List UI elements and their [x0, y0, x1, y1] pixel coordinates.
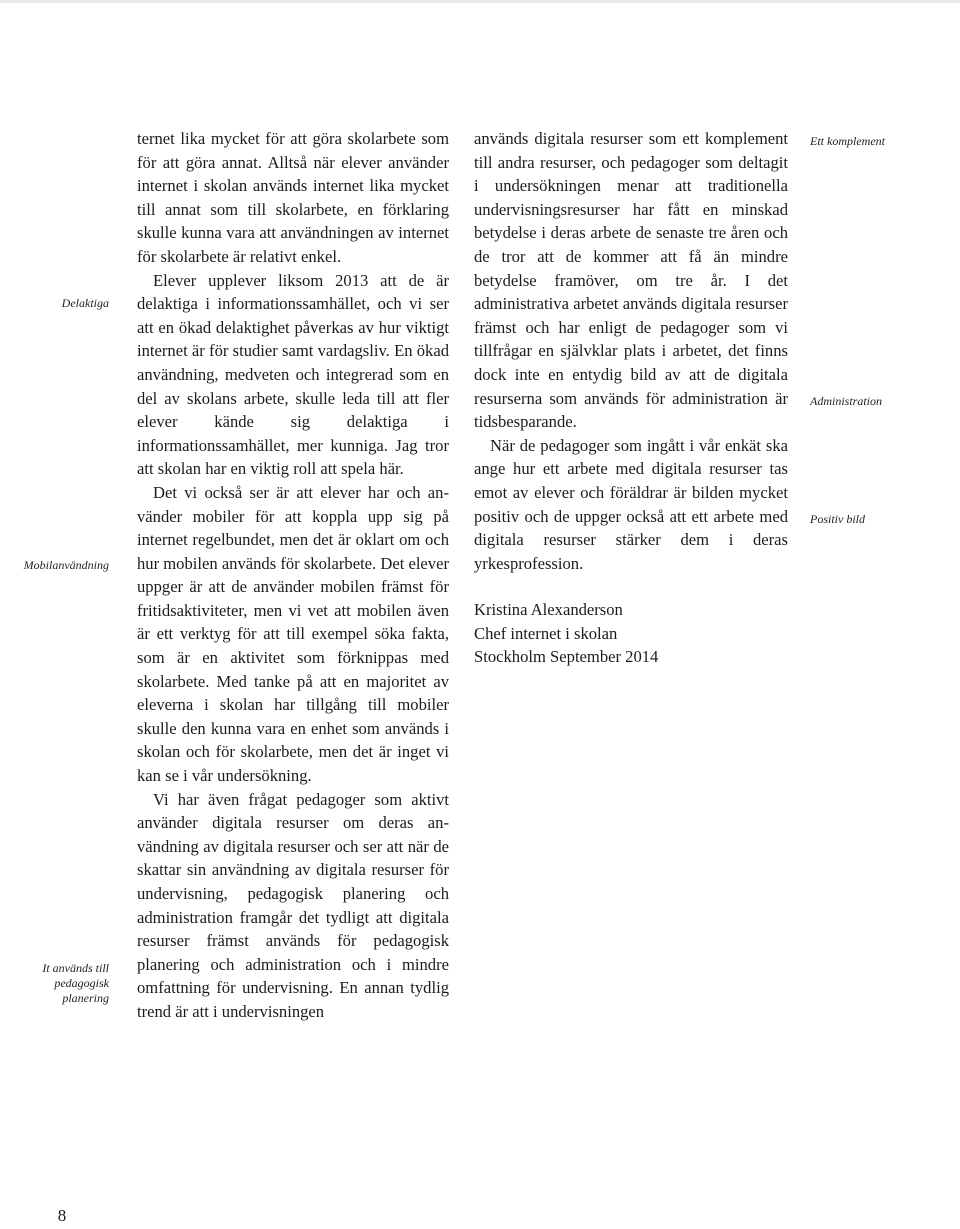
top-rule — [0, 0, 960, 3]
paragraph: ternet lika mycket för att göra skolarbete som för att göra annat. Alltså när elever använder internet i skolan används internet lika mycket till annat som till skolarbete, en förklaring skulle kunna vara att användningen av internet för skolarbete är relativt enkel. — [137, 129, 449, 266]
margin-note-administration: Administration — [810, 394, 883, 408]
paragraph: När de pedagoger som ingått i vår enkät ska ange hur ett arbete med digitala resurser tas emot av elever och föräldrar är bilden mycket positiv och de uppger också att ett arbete med digitala resurser stärker dem i deras yrkesprofession. — [474, 435, 788, 573]
paragraph: Elever upplever liksom 2013 att de är delaktiga i informationssamhället, och vi ser att en ökad delaktighet påverkas av hur viktigt internet är för studier samt vardagsliv. En ökad användning, medveten och integrerad som en del av skolans arbete, skulle leda till att fler elever kände sig delaktiga i informationssamhället, mer kunniga. Jag tror att skolan har en viktig roll att spela här. — [137, 270, 449, 479]
paragraph: Det vi också ser är att elever har och använder mobiler för att koppla upp sig på internet regelbundet, men det är oklart om och hur mobilen används för skolarbete. Det elever uppger är att de använder mobilen främst för fritidsaktiviteter, men vi vet att mobilen även är ett verktyg för att till exempel söka fakta, som är en aktivitet som förknippas med skolarbete. Med tanke på att en majoritet av eleverna i skolan har tillgång till mobiler skulle den kunna vara en enhet som används i skolan och för skolarbete, men det är inget vi kan se i vår undersökning. — [137, 482, 449, 786]
paragraph: Vi har även frågat pedagoger som aktivt använder digitala resurser om deras användning av digitala resurser och ser att när de skattar sin användning av digitala resurser för undervisning, pedagogisk planering och administration framgår det tydligt att digitala resurser främst används för pedagogisk planering och administration och i mindre omfattning för undervisning. En annan tydlig trend är att i undervisningen — [137, 789, 449, 1021]
signature-name: Kristina Alexanderson — [474, 600, 623, 620]
signature-title: Chef internet i skolan — [474, 623, 618, 643]
margin-note-positiv-bild: Positiv bild — [810, 512, 865, 526]
margin-note-ett-komplement: Ett komplement — [810, 134, 885, 148]
margin-note-mobilanvandning: Mobilanvändning — [23, 558, 109, 572]
signature-place-date: Stockholm September 2014 — [474, 647, 659, 667]
signature-block — [474, 598, 788, 669]
body-column-right — [474, 127, 788, 669]
margin-note-delaktiga: Delaktiga — [61, 296, 109, 310]
page-number: 8 — [57, 1206, 67, 1225]
margin-note-pedagogisk-planering: It används till pedagogisk planering — [42, 961, 109, 1005]
paragraph: används digitala resurser som ett komplement till andra resurser, och pedagoger som deltagit i undersökningen menar att traditionella undervisningsresurser har fått en minskad betydelse i deras arbete de senaste tre åren och de tror att de kommer att få än mindre betydelse framöver, om tre år. I det administrativa arbetet används digitala resurser främst och har enligt de pedagoger som vi tillfrågar en självklar plats i arbetet, det finns dock inte en entydig bild av att de digitala resurserna som används för administration är tidsbesparande. — [474, 129, 788, 432]
body-column-left — [137, 127, 449, 1024]
